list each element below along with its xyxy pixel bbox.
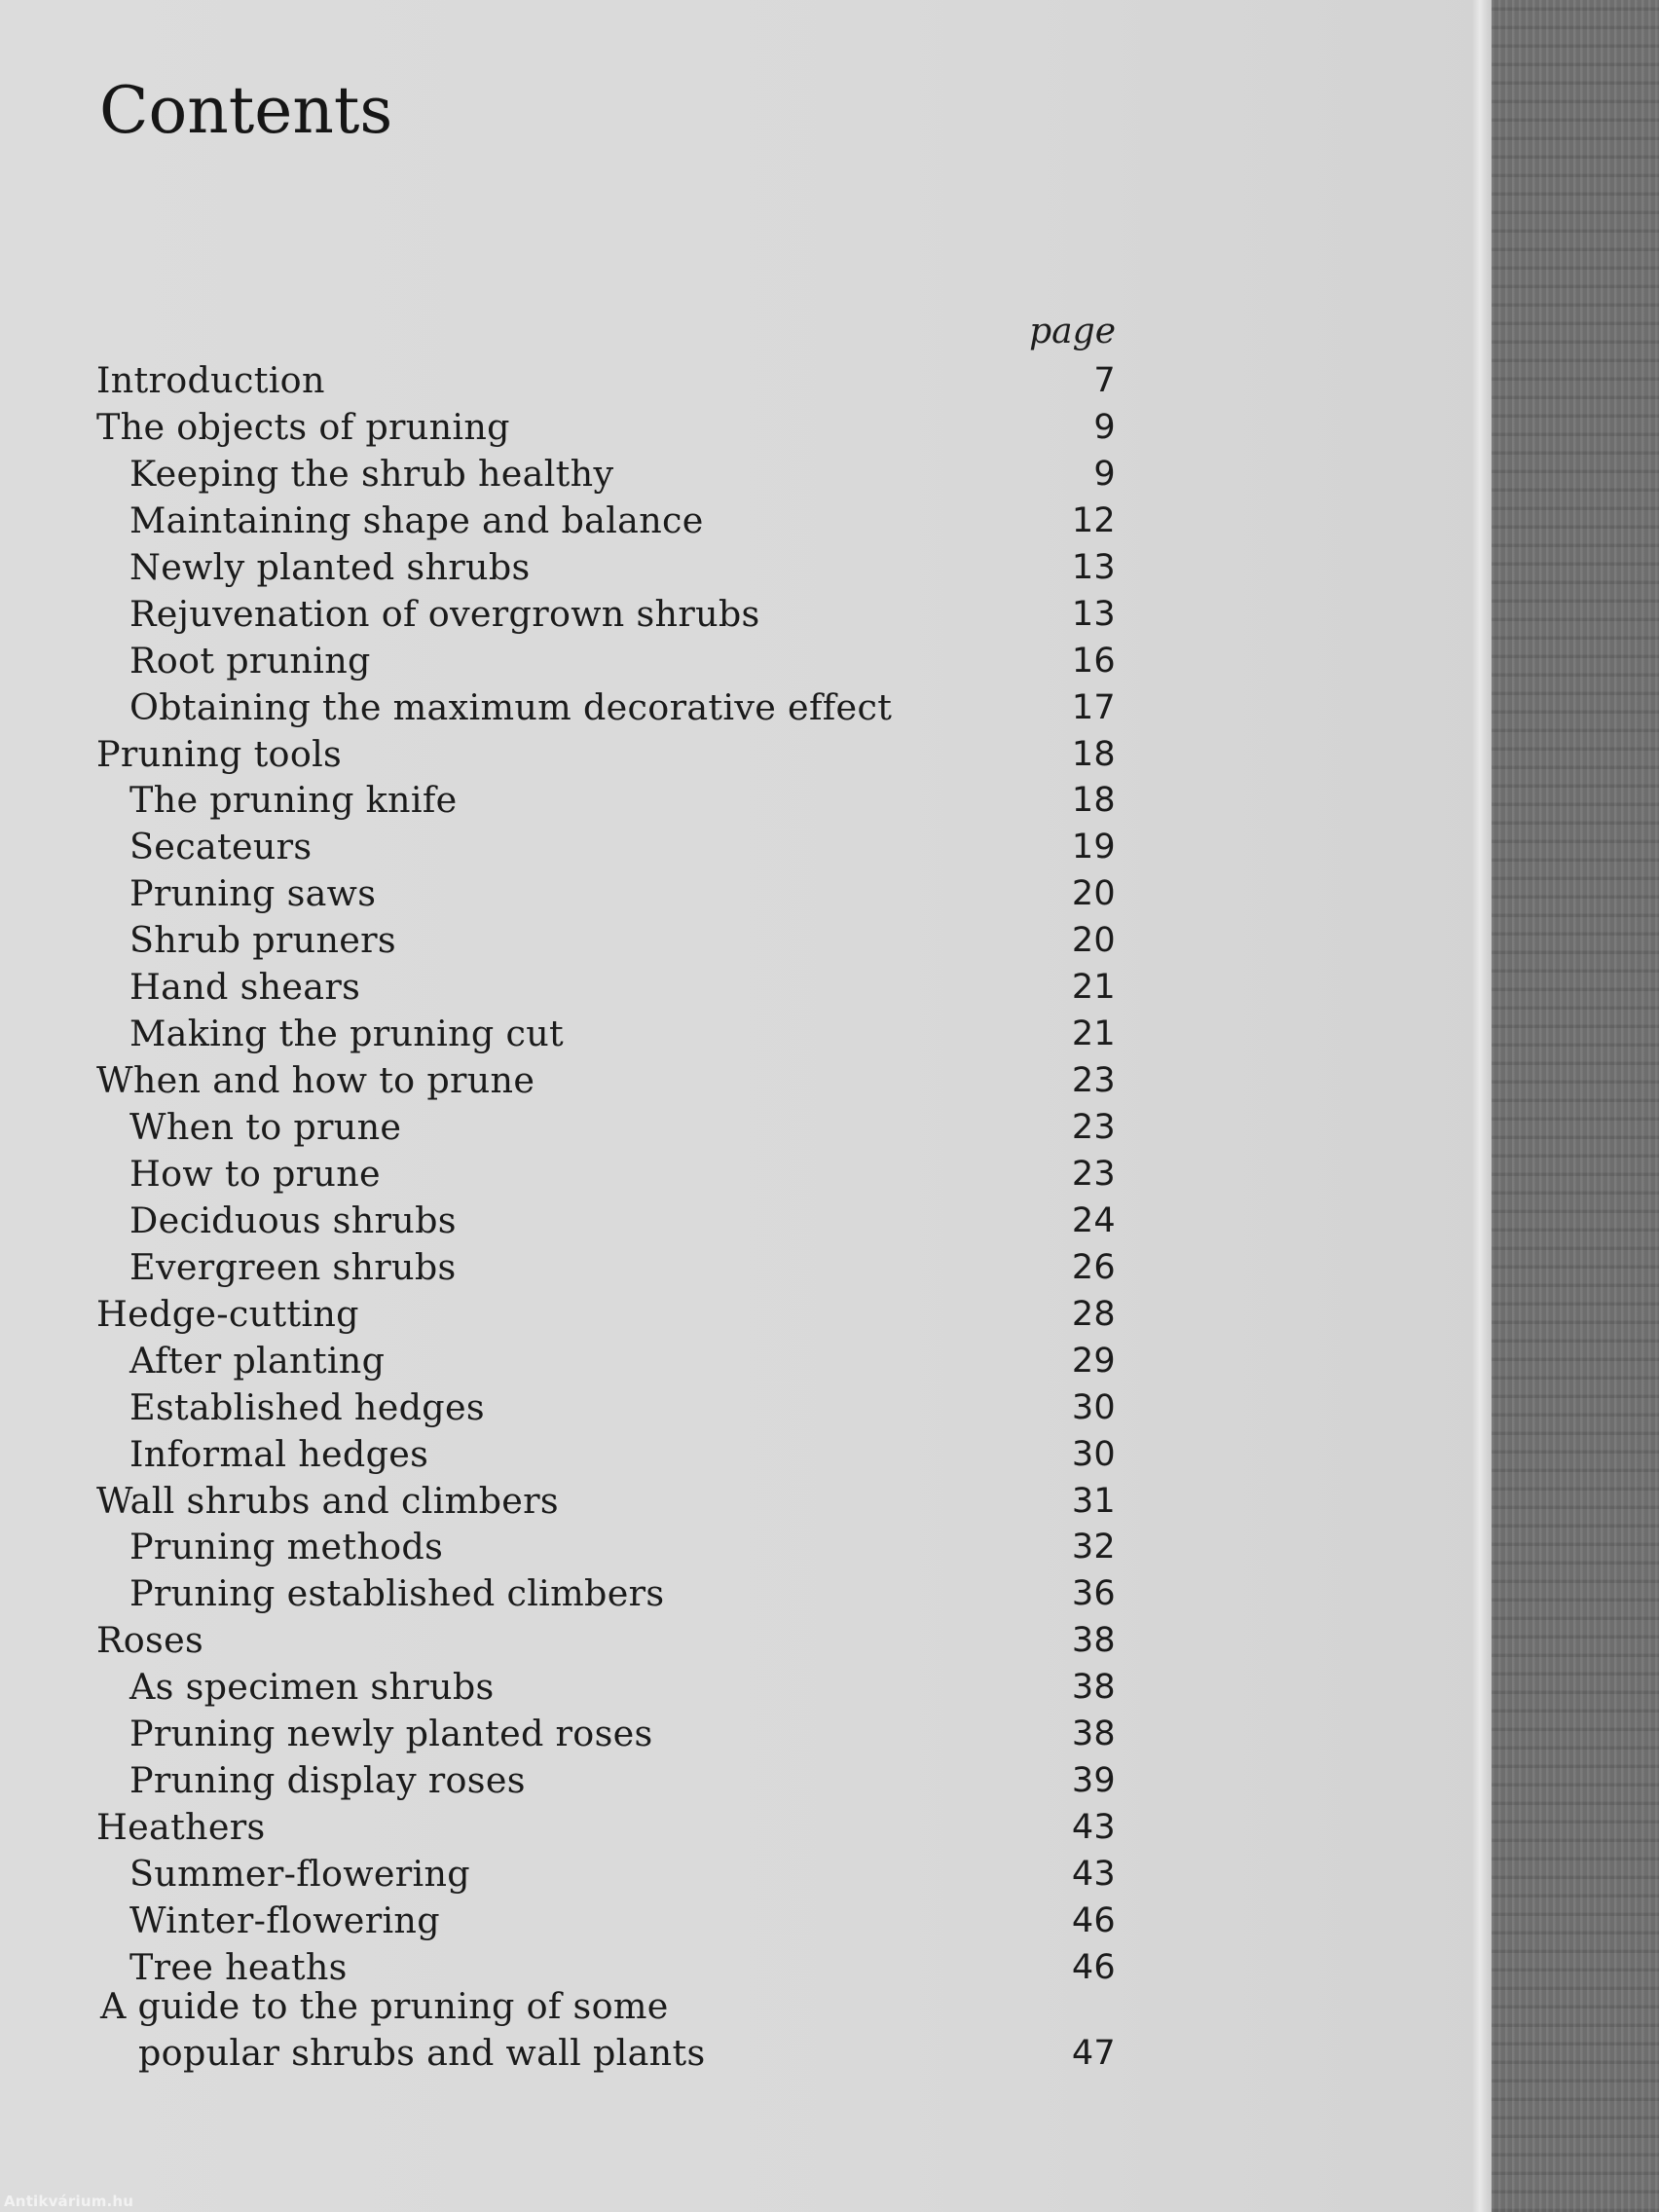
toc-entry-label: Wall shrubs and climbers — [96, 1479, 559, 1522]
toc-entry-page: 30 — [1071, 1387, 1116, 1427]
toc-entry-label: As specimen shrubs — [129, 1666, 495, 1709]
toc-entry-label: The pruning knife — [129, 779, 458, 822]
toc-entry-label: How to prune — [129, 1152, 381, 1195]
toc-subentry — [0, 1524, 1492, 1570]
toc-entry-label: Rejuvenation of overgrown shrubs — [129, 592, 760, 635]
toc-entry-label: Hand shears — [129, 966, 361, 1009]
toc-entry-page: 18 — [1071, 781, 1116, 821]
toc-entry-page: 26 — [1071, 1247, 1116, 1287]
toc-entry-label: Tree heaths — [129, 1945, 348, 1988]
toc-entry-page: 9 — [1093, 454, 1116, 494]
toc-entry-label: Pruning newly planted roses — [129, 1713, 653, 1755]
toc-entry-label: Roses — [96, 1619, 204, 1662]
toc-subentry — [0, 1431, 1492, 1478]
toc-subentry — [0, 1664, 1492, 1711]
toc-entry-label: Newly planted shrubs — [129, 545, 531, 588]
toc-entry-page: 31 — [1071, 1481, 1116, 1521]
toc-entry-page: 21 — [1071, 1014, 1116, 1054]
toc-entry-label: Winter-flowering — [129, 1899, 440, 1941]
toc-subentry — [0, 1851, 1492, 1898]
toc-section-entry — [0, 731, 1492, 778]
toc-subentry — [0, 1198, 1492, 1244]
toc-subentry — [0, 591, 1492, 638]
page-column-header: page — [1029, 312, 1116, 351]
toc-entry-label: Root pruning — [129, 639, 371, 682]
toc-subentry — [0, 777, 1492, 824]
table-of-contents — [0, 357, 1492, 1991]
toc-section-entry — [0, 404, 1492, 451]
toc-subentry — [0, 498, 1492, 544]
toc-entry-label: Pruning saws — [129, 872, 377, 915]
toc-subentry — [0, 638, 1492, 684]
toc-entry-page: 9 — [1093, 407, 1116, 447]
toc-entry-label: Pruning established climbers — [129, 1572, 665, 1615]
toc-entry-page: 16 — [1071, 641, 1116, 681]
toc-entry-label: Deciduous shrubs — [129, 1198, 457, 1241]
toc-entry-page: 12 — [1071, 500, 1116, 540]
toc-entry-page: 23 — [1071, 1154, 1116, 1194]
toc-section-entry — [0, 1478, 1492, 1525]
backdrop-surface — [1492, 0, 1659, 2212]
watermark: Antikvárium.hu — [4, 2193, 134, 2210]
toc-entry-guide — [0, 1983, 1492, 2077]
toc-entry-label: Evergreen shrubs — [129, 1245, 457, 1288]
toc-entry-label: Pruning methods — [129, 1526, 444, 1568]
toc-subentry — [0, 1570, 1492, 1617]
toc-section-entry — [0, 1804, 1492, 1851]
toc-entry-page: 28 — [1071, 1294, 1116, 1334]
toc-entry-label: Informal hedges — [129, 1432, 429, 1475]
toc-subentry — [0, 684, 1492, 731]
toc-entry-page: 43 — [1071, 1855, 1116, 1894]
toc-entry-label: When to prune — [129, 1106, 402, 1148]
toc-section-entry — [0, 1057, 1492, 1104]
toc-entry-label: Obtaining the maximum decorative effect — [129, 685, 893, 728]
toc-entry-label: Keeping the shrub healthy — [129, 452, 614, 495]
toc-entry-page: 30 — [1071, 1434, 1116, 1474]
toc-entry-page: 38 — [1071, 1668, 1116, 1708]
toc-section-entry — [0, 1617, 1492, 1664]
toc-subentry — [0, 544, 1492, 591]
toc-entry-page: 21 — [1071, 968, 1116, 1008]
toc-entry-label: Summer-flowering — [129, 1853, 470, 1895]
toc-entry-label-line1: A guide to the pruning of some — [100, 1985, 669, 2027]
toc-entry-label: Making the pruning cut — [129, 1013, 564, 1055]
toc-subentry — [0, 1104, 1492, 1151]
toc-entry-label: The objects of pruning — [96, 405, 510, 448]
page-edge — [1472, 0, 1492, 2212]
toc-section-entry — [0, 1291, 1492, 1338]
toc-subentry — [0, 1338, 1492, 1384]
toc-entry-page: 39 — [1071, 1761, 1116, 1801]
toc-entry-label: Shrub pruners — [129, 919, 396, 962]
toc-entry-label: Pruning display roses — [129, 1759, 526, 1802]
toc-subentry — [0, 1384, 1492, 1431]
toc-entry-label: After planting — [129, 1339, 386, 1382]
toc-entry-page: 36 — [1071, 1574, 1116, 1614]
toc-subentry — [0, 451, 1492, 498]
toc-subentry — [0, 1011, 1492, 1057]
toc-subentry — [0, 1711, 1492, 1757]
toc-subentry — [0, 1151, 1492, 1198]
toc-entry-page: 32 — [1071, 1528, 1116, 1567]
toc-subentry — [0, 964, 1492, 1011]
toc-section-entry — [0, 357, 1492, 404]
toc-entry-page: 24 — [1071, 1200, 1116, 1240]
toc-entry-page: 46 — [1071, 1900, 1116, 1940]
toc-entry-label: Maintaining shape and balance — [129, 498, 704, 541]
toc-entry-page: 18 — [1071, 734, 1116, 774]
toc-subentry — [0, 870, 1492, 917]
toc-entry-page: 29 — [1071, 1341, 1116, 1381]
toc-subentry — [0, 917, 1492, 964]
toc-entry-page: 13 — [1071, 547, 1116, 587]
toc-entry-page: 7 — [1093, 361, 1116, 400]
toc-subentry — [0, 1898, 1492, 1944]
toc-entry-label-line2: popular shrubs and wall plants — [138, 2032, 706, 2074]
page-title: Contents — [99, 73, 393, 148]
toc-entry-page: 23 — [1071, 1061, 1116, 1101]
toc-entry-label: When and how to prune — [96, 1059, 535, 1102]
toc-entry-label: Heathers — [96, 1806, 266, 1849]
toc-entry-page: 38 — [1071, 1714, 1116, 1754]
toc-subentry — [0, 1244, 1492, 1291]
toc-entry-page: 47 — [1071, 2034, 1116, 2073]
toc-entry-page: 13 — [1071, 594, 1116, 634]
toc-entry-page: 17 — [1071, 687, 1116, 727]
toc-entry-page: 23 — [1071, 1108, 1116, 1147]
toc-entry-page: 38 — [1071, 1621, 1116, 1661]
toc-entry-label: Secateurs — [129, 826, 313, 868]
toc-entry-page: 46 — [1071, 1947, 1116, 1987]
toc-entry-label: Introduction — [96, 359, 325, 401]
toc-entry-page: 20 — [1071, 921, 1116, 961]
toc-entry-page: 20 — [1071, 874, 1116, 914]
toc-entry-page: 19 — [1071, 828, 1116, 867]
toc-subentry — [0, 824, 1492, 870]
toc-entry-label: Pruning tools — [96, 732, 343, 775]
toc-entry-page: 43 — [1071, 1808, 1116, 1848]
toc-entry-label: Established hedges — [129, 1385, 485, 1428]
toc-subentry — [0, 1757, 1492, 1804]
toc-entry-label: Hedge-cutting — [96, 1292, 359, 1335]
